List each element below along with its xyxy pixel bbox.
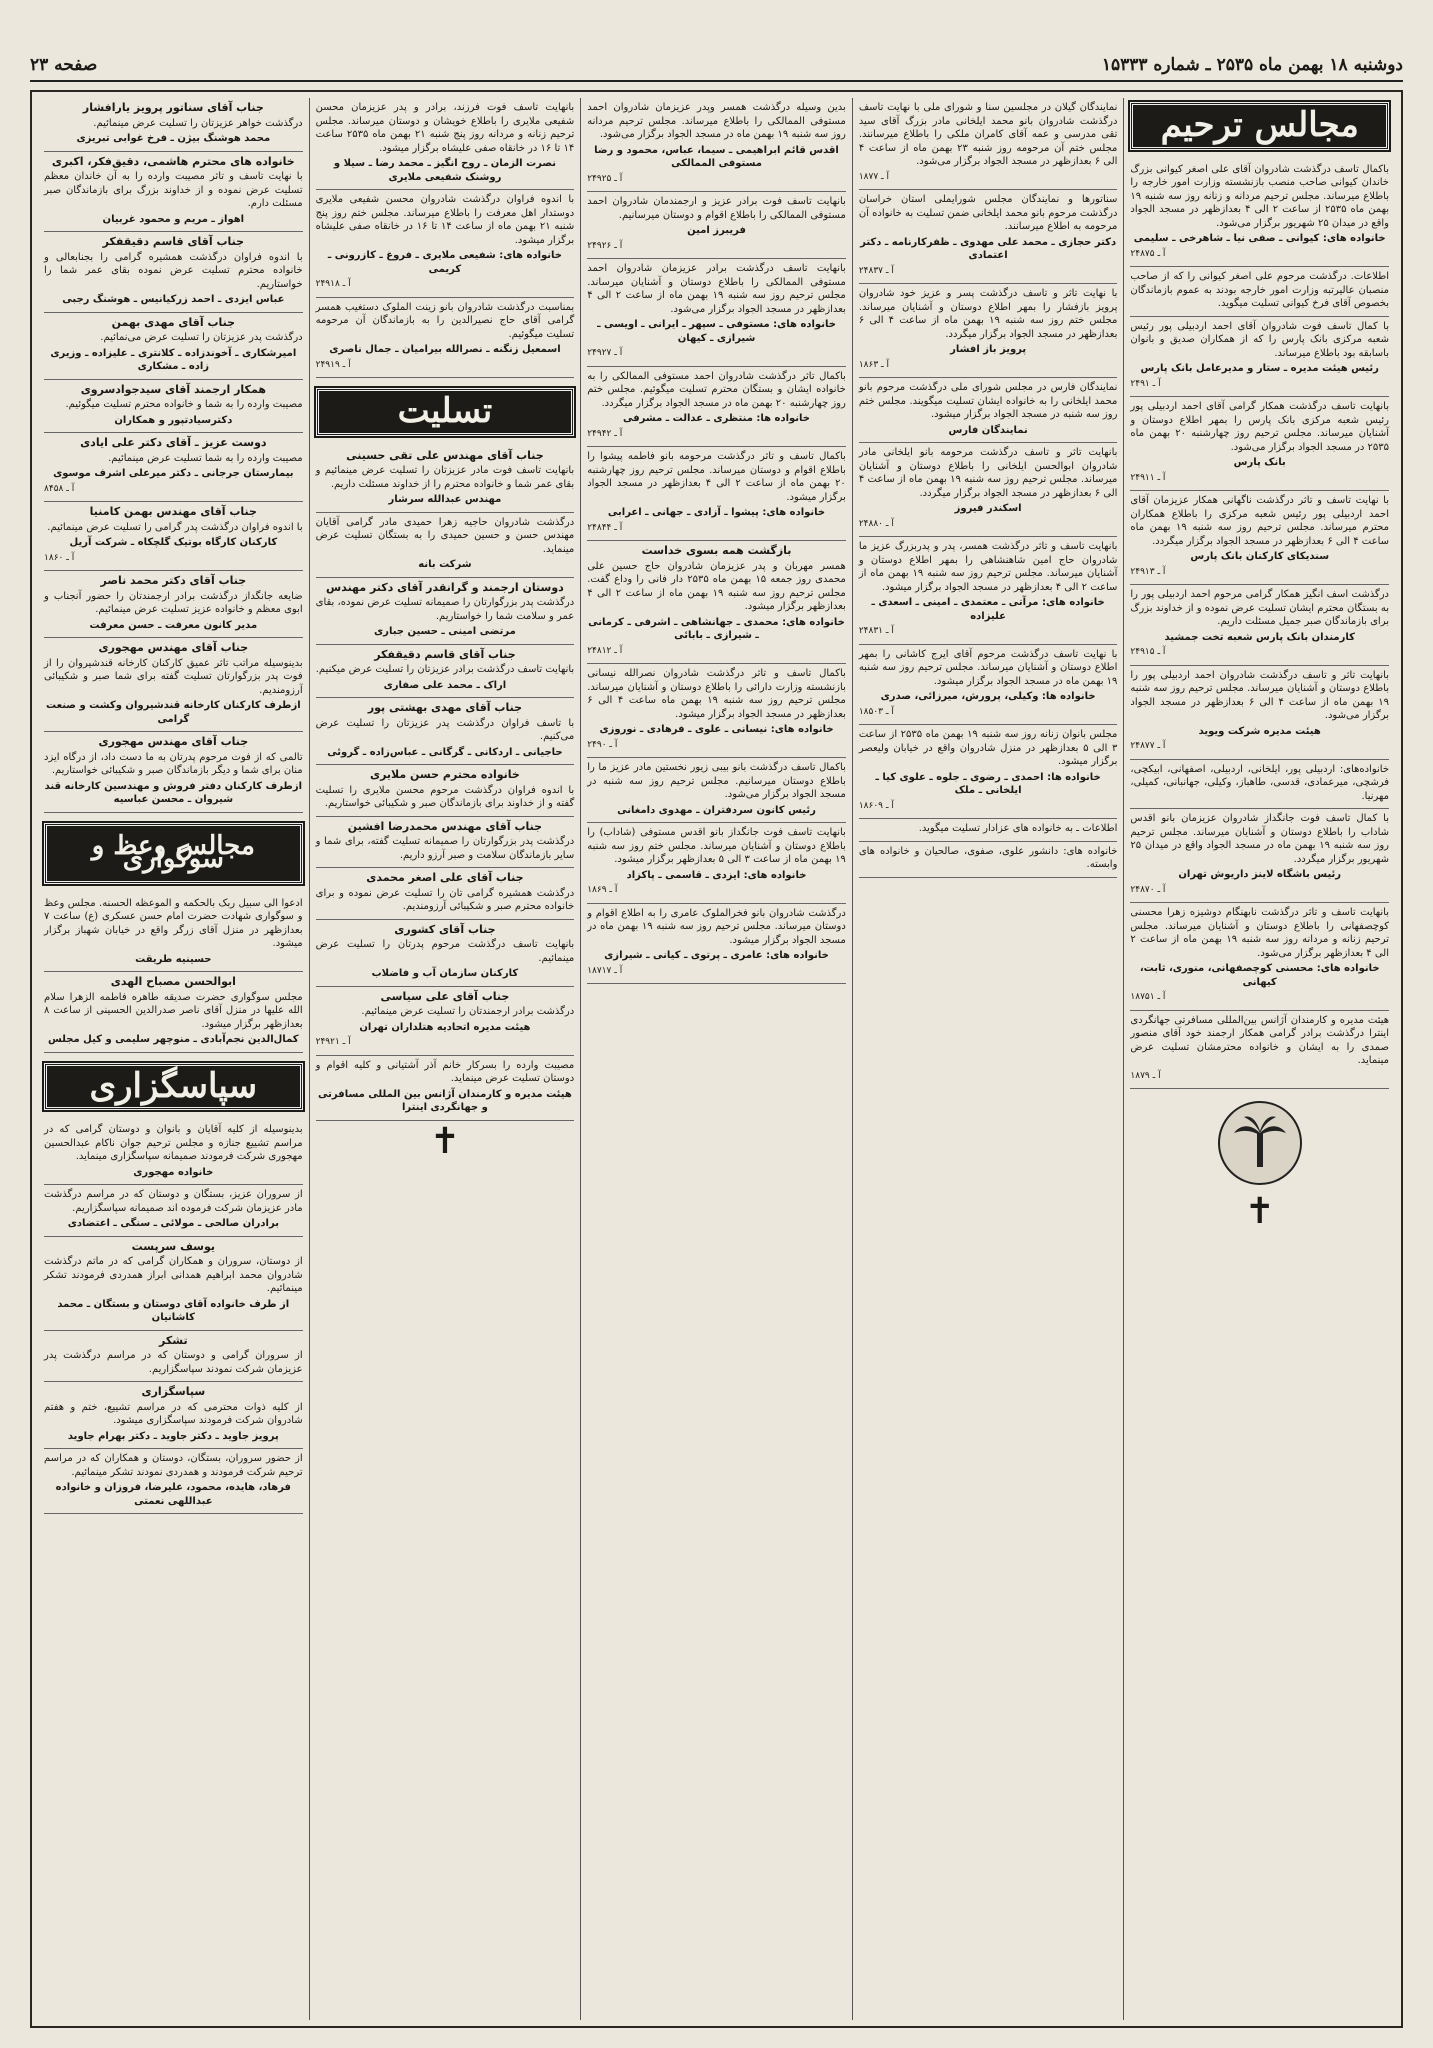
notice-body: با اندوه فراوان درگذشت مرحوم محسن ملایری را تسلیت گفته و از خداوند برای بازماندگان صبر و شکیبائی خواستاریم. [315,784,575,809]
notice-signature: برادران صالحی ـ مولائی ـ سنگی ـ اعتضادی [67,1218,279,1229]
notice-code: آ ـ ۱۸۶۹ [587,885,618,895]
notice-body: اطلاعات. درگذشت مرحوم علی اصغر کیوانی را که از صاحب منصبان عالیرتبه وزارت امور خارجه بودند به عموم بازماندگان بخصوص آقای فرخ کیوانی تسلیت میگوید. [1130,271,1389,309]
notice-heading: جناب آقای مهندس محمدرضا افشین [347,819,543,833]
notice [859,378,1118,443]
notice-signature: خانواده های: عامری ـ پرتوی ـ کیانی ـ شیرازی [604,950,829,961]
notice-body: درگذشت برادر ارجمندتان را تسلیت عرض مینمائیم. [361,1006,575,1017]
notice-signature: کارکنان سازمان آب و فاضلاب [371,968,519,979]
notice-body: مجلس سوگواری حضرت صدیقه طاهره فاطمه الزهرا سلام الله علیها در منزل آقای ناصر صدرالدین الحسینی از ساعت ۸ بعدازظهر برگزار میشود. [44,991,303,1030]
notice [859,645,1118,726]
notice-body: از سروران گرامی و دوستان که در مراسم درگذشت پدر عزیزمان شرکت نمودند سپاسگزاریم. [44,1350,303,1375]
notice-body: با کمال تاسف فوت شادروان آقای احمد اردبیلی پور رئیس شعبه مرکزی بانک پارس را که از همکاران صدیق و بانوان باسابقه بود باطلاع میرساند. [1130,320,1389,359]
notice-signature: فریبرز امین [687,225,746,236]
notice-signature: ازطرف کارکنان دفتر فروش و مهندسین کارخانه قند شیروان ـ محسن عباسیه [44,780,303,805]
notice-signature: خانواده های: نیسانی ـ علوی ـ فرهادی ـ نوروزی [599,724,834,735]
notice-signature: بانک پارس [1233,457,1286,468]
notice [1130,397,1389,491]
notice-body: بانهایت تاسف درگذشت برادر عزیزتان را تسلیت عرض میکنیم. [315,664,575,675]
column-5-notices-a [44,98,303,813]
notice-signature: فرهاد، هایده، محمود، علیرضا، فروزان و خانواده عبداللهی نعمتی [55,1482,291,1507]
notice [859,443,1118,537]
notice [44,313,303,380]
notice-code: آ ـ ۱۸۷۷ [858,171,890,182]
notice-code: آ ـ ۲۴۹۱۳ [1130,566,1166,577]
notice-signature: دکتر حجازی ـ محمد علی مهدوی ـ ظفرکارنامه ـ دکتر اعتمادی [860,236,1117,261]
notice-heading: تشکر [159,1333,188,1347]
notice [587,758,846,823]
notice-heading: جناب آقای مهندس بهمن کامنیا [89,505,257,518]
notice [1130,1011,1389,1090]
notice [44,972,303,1053]
notice-heading: جناب آقای قاسم دقیقفکر [102,235,245,248]
column-5-notices-c [44,1120,303,1514]
notice [587,367,846,448]
notice-body: بانهایت تاسف درگذشت برادر عزیزمان شادروان احمد مستوفی الممالکی را باطلاع دوستان و آشنایان میرساند. مجلس ترحیم روز سه شنبه ۱۹ بهمن ماه از ساعت ۲ الی ۴ بعدازظهر در مسجد الجواد برگزار می‌شود. [587,263,846,315]
notice-heading: جناب آقای علی اصغر محمدی [366,871,524,884]
notice [587,98,846,192]
notice-signature: خانواده های: شفیعی ملایری ـ فروغ ـ کازرونی ـ کریمی [327,250,563,275]
notice-code: آ ـ ۲۴۹۱ [1130,378,1161,389]
notice-signature: مهندس عبدالله سرشار [388,494,502,505]
notice-body: با نهایت تاسف و تاثر درگذشت ناگهانی همکار عزیزمان آقای احمد اردبیلی پور رئیس شعبه مرکزی را باطلاع همکاران محترم میرساند. مجلس ترحیم روز سه شنبه ۱۹ بهمن ماه ساعت ۴ الی ۶ بعدازظهر در مسجد الجواد برگزار میگردد. [1130,495,1389,547]
notice-body: با تاسف فراوان درگذشت پدر عزیزتان را تسلیت عرض می‌کنیم. [315,717,575,742]
notice-signature: محمد هوشنگ بیژن ـ فرخ غوابی تبریزی [76,133,271,144]
notice-heading: جناب آقای قاسم دقیقفکر [374,647,516,661]
banner-sermon-gatherings: مجالس وعظ و سوگواری [44,823,303,884]
notice-code: آ ـ ۱۸۷۱۷ [587,965,623,976]
notice [44,1331,303,1383]
notice-body: بانهایت تاسف درگذشت همکار گرامی آقای احمد اردبیلی پور رئیس شعبه مرکزی بانک پارس را بمهر اطلاع دوستان و آشنایان میرساند. مجلس ترحیم روز چهارشنبه ۲۰ بهمن ماه ۲۵۳۵ در مسجد الجواد برگزار می‌شود. [1130,401,1389,453]
column-5 [38,98,309,2020]
notice-signature: دکترسیادتپور و همکاران [114,414,233,426]
notice [44,98,303,152]
notice-body: درگذشت پدر بزرگوارتان را صمیمانه تسلیت عرض نموده، بقای عمر و سلامت شما را خواستاریم. [315,597,575,622]
notice-body: درگذشت پدر بزرگوارتان را صمیمانه تسلیت گفته، برای شما و سایر بازماندگان سلامت و صبر آرزو داریم. [315,836,575,861]
column-1 [1123,98,1395,2020]
notice [316,578,575,645]
notice-signature: خانواده ها: منتظری ـ عدالت ـ مشرفی [623,413,810,424]
notice-code: آ ـ ۲۴۹۱۸ [315,279,351,289]
column-2-notices [859,98,1118,878]
notice-heading: خانواده های محترم هاشمی، دقیق‌فکر، اکبری [51,154,295,168]
notice-signature: خانواده ها: وکیلی، پرورش، میرزائی، صدری [880,691,1096,702]
notice [859,98,1118,190]
notice-body: بانهایت تاثر و تاسف درگذشت شادروان احمد اردبیلی پور را باطلاع دوستان و آشنایان میرساند. مجلس ترحیم روز سه شنبه ۱۹ بهمن ماه از ساعت ۴ الی ۶ بعدازظهر در مسجد الجواد برگزار می‌شود. [1130,669,1389,721]
notice-signature: اهواز ـ مریم و محمود غربیان [102,213,245,225]
notice [859,819,1118,842]
bank-pars-logo [1218,1101,1302,1185]
notice-signature: از طرف خانواده آقای دوستان و بستگان ـ محمد کاشانیان [57,1298,290,1323]
notice-body: بانهایت تاسف و تاثر درگذشت همسر، پدر و پدربزرگ عزیز ما شادروان حاج امین شاهنشاهی را بمهر اطلاع دوستان و آشنایان میرساند. مجلس ترحیم روز سه شنبه ۱۹ بهمن ماه از ساعت ۲ الی ۴ بعدازظهر در مسجد الجواد برگزار میشود. [858,541,1118,593]
notice-body: هیئت مدیره و کارمندان آژانس بین‌المللی مسافرتی جهانگردی اینترا درگذشت برادر گرامی همکار ارجمند خود آقای منصور صمدی را به ایشان و خانواده محترمشان تسلیت عرض مینماید. [1130,1014,1389,1066]
notice [44,1382,303,1449]
notice-body: از حضور سروران، بستگان، دوستان و همکاران که در مراسم ترحیم شرکت فرمودند و همدردی نمودند تشکر مینمائیم. [44,1453,303,1478]
notice-code: آ ـ ۲۴۸۱۲ [587,645,623,656]
notice [316,920,575,987]
notice-body: تالمی که از فوت مرحوم پدرتان به ما دست داد، از درگاه ایزد منان برای شما و دیگر بازماندگان صبر و شکیبائی خواستاریم. [44,751,303,776]
notice-code: آ ـ ۲۴۹۲۵ [587,173,623,184]
notice-heading: خانواده محترم حسن ملایری [369,768,520,781]
notice-code: آ ـ ۲۴۸۳۷ [858,265,894,276]
notice [316,817,575,869]
notice-code: آ ـ ۲۴۸۷۷ [1130,741,1166,751]
notice-body: درگذشت پدر عزیزتان را تسلیت عرض می‌نمائیم. [100,332,303,343]
cross-icon: ✝ [1244,1191,1275,1232]
notice [587,664,846,758]
notice [44,732,303,813]
notice-code: آ ـ ۲۴۸۷۵ [1130,248,1166,259]
notice-body: درگذشت خواهر عزیزتان را تسلیت عرض مینمائیم. [93,117,303,129]
notice-body: با اندوه فراوان درگذشت پدر گرامی را تسلیت عرض مینمائیم. [47,521,303,533]
notice-body: درگذشت همشیره گرامی تان را تسلیت عرض نموده و برای خانواده محترم صبر و شکیبائی آرزومندیم. [315,887,575,912]
page-number: صفحه ۲۳ [30,55,98,75]
notice-heading: دوست عزیز ـ آقای دکتر علی ایادی [80,436,267,449]
column-2 [852,98,1124,2020]
notice [587,259,846,367]
notice-heading: بازگشت همه بسوی خداست [641,544,792,557]
notice-signature: اسکندر فیروز [954,503,1022,514]
notice-body: با نهایت تاسف و تاثر مصیبت وارده را به آن خاندان معظم تسلیت عرض نموده و از خداوند بزرگ برای بازماندگان صبر مسئلت دارم. [44,171,303,209]
column-4 [309,98,581,2020]
notice-body: باکمال تاسف درگذشت شادروان آقای علی اصغر کیوانی بزرگ خاندان کیوانی صاحب منصب بازنشسته وزارت امور خارجه را باطلاع میرساند. مجلس ترحیم مردانه و زنانه روز سه شنبه ۱۹ بهمن ماه ۲۵۳۵ از ساعت ۲ الی ۴ بعدازظهر در مسجد الجواد واقع در میدان ۲۵ شهریور برگزار می‌شود. [1130,163,1389,229]
notice [316,190,575,298]
notice-code: آ ـ ۲۴۹۲۶ [587,240,623,251]
notice-signature: حاجیانی ـ اردکانی ـ گرگانی ـ عباس‌زاده ـ گروئی [327,746,563,758]
notice-signature: خانواده ها: احمدی ـ رضوی ـ جلوه ـ علوی کیا ـ ایلخانی ـ ملک [875,771,1101,796]
notice-signature: خانواده های: پیشوا ـ آزادی ـ جهانی ـ اعرابی [607,507,826,518]
notice [1130,760,1389,810]
notice-body: از سروران عزیز، بستگان و دوستان که در مراسم درگذشت مادر عزیزمان شرکت فرموده اند صمیمانه سپاسگزاریم. [44,1189,303,1214]
notice-body: باکمال تاسف درگذشت بانو بیبی زیور نخستین مادر عزیز ما را باطلاع دوستان میرسانیم. مجلس ترحیم روز سه شنبه در مسجد الجواد برگزار می‌شود. [587,762,846,800]
notice-signature: اراک ـ محمد علی صفاری [383,679,507,691]
notice-code: آ ـ ۲۴۸۴۴ [587,522,623,533]
column-3 [580,98,852,2020]
notice-heading: جناب آقای کشوری [394,922,496,936]
notice [316,298,575,379]
notice [1130,903,1389,1011]
notice [316,868,575,920]
notice-signature: کارمندان بانک پارس شعبه تخت جمشید [1164,631,1355,643]
notice [44,571,303,638]
notice [316,1056,575,1121]
notice-body: بانهایت تاسف فوت برادر عزیز و ارجمندمان شادروان احمد مستوفی الممالکی را باطلاع اقوام و دوستان میرسانیم. [587,196,846,221]
notice [587,823,846,904]
column-4-notices-b [316,446,575,1121]
notice-heading: جناب آقای مهندس مهجوری [98,641,249,654]
notice-signature: سندیکای کارکنان بانک پارس [1190,551,1330,562]
notice-signature: بیمارستان جرجانی ـ دکتر میرعلی اشرف موسوی [53,468,294,479]
issue-date: دوشنبه ۱۸ بهمن ماه ۲۵۳۵ ـ شماره ۱۵۳۳۳ [1101,55,1403,75]
notice-code: آ ـ ۲۴۹۱۹ [315,359,351,370]
notice-body: خانواده‌های: اردبیلی پور، ایلخانی، اردبیلی، اصفهانی، ابیکچی، فرشچی، میرعمادی، قدسی، طاهباز، وکیلی، جهانبانی، کمیلی، مهرنیا. [1130,763,1389,802]
notice-signature: هیئت مدیره اتحادیه هتلداران تهران [359,1021,531,1033]
notice-heading: سپاسگزاری [141,1385,206,1398]
column-5-notices-b [44,894,303,1053]
notice [316,765,575,817]
notice-body: مصیبت وارده را به شما و خانواده محترم تسلیت میگوئیم. [65,399,303,410]
notice-body: خانواده های: دانشور علوی، صفوی، صالحیان و خانواده های وابسته. [858,845,1118,870]
notice-signature: شرکت بانه [418,559,472,570]
notice [44,152,303,233]
notice-signature: پرویز جاوید ـ دکتر جاوید ـ دکتر بهرام جاوید [67,1430,279,1442]
notice-code: آ ـ ۲۴۹۰ [587,739,618,750]
notice-heading: جناب آقای سناتور پرویز یارافشار [82,101,264,114]
notice [316,513,575,578]
notice-signature: نصرت الزمان ـ روح انگیز ـ محمد رضا ـ سیلا و روشنک شفیعی ملایری [333,158,556,183]
notice-body: نمایندگان فارس در مجلس شورای ملی درگذشت مرحوم بانو محمد ایلخانی را به خانواده ایشان تسلیت میگویند. مجلس ختم روز سه شنبه در مسجد الجواد برگزار میشود. [858,382,1118,420]
notice [587,447,846,541]
banner-thanks: سپاسگزاری [44,1063,303,1111]
notice [44,380,303,434]
notice-body: با کمال تاسف فوت جانگداز شادروان عزیزمان بانو اقدس شاداب را باطلاع دوستان و آشنایان میرساند. مجلس ترحیم روز سه شنبه ۱۹ بهمن ماه در مسجد الجواد واقع در میدان ۲۵ شهریور برگزار میگردد. [1130,813,1389,865]
notice-body: بانهایت تاسف درگذشت مرحوم پدرتان را تسلیت عرض مینمائیم. [315,939,575,964]
notice-signature: مرتضی امینی ـ حسین جباری [374,626,516,637]
column-1-notices [1130,160,1389,1090]
notice-signature: نمایندگان فارس [948,424,1028,436]
notice-signature: اسمعیل زنگنه ـ نصرالله بیرامیان ـ جمال ناصری [329,344,561,355]
notice [44,638,303,732]
notice-signature: خانواده های: محسنی کوچصفهانی، منوری، ثابت، کیهانی [1139,963,1380,988]
notice [1130,666,1389,760]
notice-body: بانهایت تاسف فوت فرزند، برادر و پدر عزیزمان محسن شفیعی ملایری را باطلاع خویشان و دوستان میرساند. مجلس ترحیم زنانه و مردانه روز پنج شنبه ۲۱ بهمن ماه ۲۵۳۵ ساعت ۱۴ تا ۱۶ در خانقاه صفی علیشاه برگزار میشود. [315,102,575,154]
notice-body: با نهایت تاسف درگذشت مرحوم آقای ایرج کاشانی را بمهر اطلاع دوستان و آشنایان میرساند. مجلس ترحیم روز سه شنبه ۱۹ بهمن ماه در مسجد الجواد برگزار میشود. [858,648,1118,687]
notice [859,190,1118,284]
notice-signature: امیرشکاری ـ آخوندزاده ـ کلانتری ـ علیزاده ـ وزیری زاده ـ مشکاری [50,347,297,372]
notice-heading: جناب آقای دکتر محمد ناصر [100,574,247,587]
notice-body: از کلیه ذوات محترمی که در مراسم تشییع، ختم و هفتم شادروان شرکت فرمودند سپاسگزاری میشود. [44,1401,303,1426]
notice-heading: دوستان ارجمند و گرانقدر آقای دکتر مهندس [326,580,564,594]
notice-body: باکمال تاثر درگذشت شادروان احمد مستوفی الممالکی را به خانواده ایشان و بستگان محترم تسلیت میگوئیم. مجلس ختم روز چهارشنبه ۲۰ بهمن ماه در مسجد الجواد برگزار میگردد. [587,370,846,409]
notice [1130,491,1389,585]
notice-body: بدینوسیله مراتب تاثر عمیق کارکنان کارخانه قندشیروان را از فوت پدر بزرگوارتان تسلیت گفته برای شما صبر و شکیبائی آرزومندیم. [44,657,303,696]
notice-body: با اندوه فراوان درگذشت شادروان محسن شفیعی ملایری دوستدار اهل معرفت را باطلاع میرساند. مجلس ختم روز پنج شنبه ۲۱ بهمن ماه از ساعت ۱۴ تا ۱۶ در خانقاه صفی علیشاه برگزار میشود. [315,194,575,246]
notice-code: آ ـ ۱۸۶۰ [44,552,75,563]
notice [587,541,846,664]
notice-body: بدین وسیله درگذشت همسر وپدر عزیزمان شادروان احمد مستوفی الممالکی را باطلاع میرساند. مجلس ترحیم مردانه روز سه شنبه ۱۹ بهمن ماه در مسجد الجواد برگزار می‌شود. [587,102,846,140]
notice [44,1449,303,1514]
notice-signature: ازطرف کارکنان کارخانه قندشیروان وکشت و صنعت گرامی [45,700,301,725]
column-grid [38,98,1395,2020]
notice-code: آ ـ ۱۸۷۵۱ [1130,992,1166,1002]
notice-heading: جناب آقای علی سیاسی [380,989,510,1003]
cross-icon: ✝ [429,1120,460,1162]
notice-code: آ ـ ۸۴۵۸ [44,483,75,494]
notice [316,987,575,1056]
notice-heading: ابوالحسن مصباح الهدی [110,975,236,988]
notice-heading: جناب آقای مهندس علی تقی حسینی [346,448,544,462]
notice [44,502,303,571]
notice-body: بانهایت تاثر و تاسف درگذشت مرحومه بانو ایلخانی مادر شادروان ابوالحسن ایلخانی را باطلاع دوستان و آشنایان میرساند. مجلس ترحیم روز سه شنبه ۱۹ بهمن ماه از ساعت ۴ الی ۶ بعدازظهر در مسجد الجواد برگزار میگردد. [858,447,1118,499]
notice-signature: هیئت مدیره شرکت ویوید [1198,725,1321,737]
notice-signature: رئیس کانون سردفتران ـ مهدوی دامغانی [617,804,816,816]
page-header [30,50,1403,82]
notice-signature: کمال‌الدین نجم‌آبادی ـ منوچهر سلیمی و کیل مجلس [48,1034,299,1045]
notice-body: بانهایت تاسف فوت جانگداز بانو اقدس مستوفی (شاداب) را باطلاع دوستان و آشنایان میرساند. مجلس ختم روز سه شنبه ۱۹ بهمن ماه از ساعت ۳ الی ۵ بعدازظهر برگزار میشود. [587,827,846,865]
notice [44,894,303,973]
notice-signature: رئیس هیئت مدیره ـ ستار و مدیرعامل بانک پارس [1140,363,1379,374]
notice-code: آ ـ ۲۴۹۴۲ [587,428,623,439]
notice [316,98,575,190]
notice-signature: خانواده مهجوری [133,1166,214,1178]
notice-code: آ ـ ۲۴۹۱۱ [1130,472,1166,483]
column-3-notices [587,98,846,984]
notice-signature: مدیر کانون معرفت ـ حسن معرفت [89,619,258,631]
notice-code: آ ـ ۱۸۶۳ [858,359,890,370]
notice-body: مصیبت وارده را به شما تسلیت عرض مینمائیم. [108,452,303,464]
notice-body: درگذشت اسف انگیز همکار گرامی مرحوم احمد اردبیلی پور را به بستگان محترم ایشان تسلیت عرض نموده و از خداوند بزرگ برای بازماندگان صبر جمیل مسئلت داریم. [1130,589,1389,627]
notice [1130,160,1389,268]
notice-signature: رئیس باشگاه لاینز داریوش تهران [1178,869,1342,880]
notice-body: با نهایت تاثر و تاسف درگذشت پسر و عزیز خود شادروان پرویز بازفشار را بمهر اطلاع دوستان و آشنایان میرساند. مجلس ختم روز سه شنبه ۱۹ بهمن ماه از ساعت ۴ الی ۶ بعدازظهر در مسجد الجواد برگزار میگردد. [858,288,1118,340]
notice [1130,317,1389,398]
notice [587,192,846,259]
notice-body: اطلاعات ـ به خانواده های عزادار تسلیت میگوید. [918,823,1118,834]
banner-condolence-gatherings: مجالس ترحیم [1130,102,1389,150]
notice-signature: پرویز باز افشار [950,344,1027,355]
notice-body: مجلس بانوان زنانه روز سه شنبه ۱۹ بهمن ماه ۲۵۳۵ از ساعت ۳ الی ۵ بعدازظهر در منزل شادروان واقع در خیابان ولیعصر برگزار میشود. [858,729,1118,767]
notice-body: با اندوه فراوان درگذشت همشیره گرامی را بجنابعالی و خانواده محترم تسلیت عرض نموده بقای عمر شما را خواستاریم. [44,251,303,290]
notice-code: آ ـ ۱۸۵۰۳ [858,706,894,717]
notice-body: مصیبت وارده را بسرکار خانم آذر آشتیانی و کلیه اقوام و دوستان تسلیت عرض مینماید. [315,1059,575,1084]
notice-body: بدینوسیله از کلیه آقایان و بانوان و دوستان گرامی که در مراسم تشییع جنازه و مجلس ترحیم جوان ناکام عبدالحسین مهجوری شرکت فرمودند صمیمانه سپاسگزاری مینماید. [44,1124,303,1162]
notice-code: آ ـ ۲۴۹۲۷ [587,348,623,358]
notice [859,284,1118,378]
notice-signature: خانواده های: مرآتی ـ معتمدی ـ امینی ـ اسعدی ـ علیزاده [871,597,1105,622]
notice-signature: خانواده های: مستوفی ـ سپهر ـ ایرانی ـ اویسی ـ شیرازی ـ کیهان [597,319,836,344]
notice [587,904,846,985]
notice [44,433,303,502]
notice-body: درگذشت شادروان حاجیه زهرا حمیدی مادر گرامی آقایان مهندس حسن و حسین حمیدی را به بستگان تسلیت عرض مینماید. [315,516,575,555]
banner-condolence: تسلیت [316,388,575,436]
notice-heading: جناب آقای مهندس مهجوری [98,735,249,748]
notice [44,1120,303,1185]
notice-heading: یوسف سرپست [131,1239,216,1253]
notice-body: بانهایت تاسف و تاثر درگذشت نابهنگام دوشیزه زهرا محسنی کوچصفهانی را باطلاع دوستان و آشنایان میرساند. مجلس ترحیم زنانه و مردانه روز سه شنبه ۱۹ بهمن ماه از ساعت ۲ الی ۴ بعدازظهر برگزار می‌شود. [1130,907,1389,959]
notice [1130,585,1389,666]
notice-signature: هیئت مدیره و کارمندان آژانس بین المللی مسافرتی و جهانگردی اینترا [318,1088,572,1113]
notice [316,645,575,699]
notice-body: درگذشت شادروان بانو فخرالملوک عامری را به اطلاع اقوام و دوستان میرساند. مجلس ترحیم روز سه شنبه ۱۹ بهمن ماه در مسجد الجواد برگزار میشود. [587,907,846,946]
notice [316,698,575,765]
notice [1130,809,1389,903]
notice-code: آ ـ ۲۴۸۸۰ [858,518,894,529]
notice-body: سناتورها و نمایندگان مجلس شورایملی استان خراسان درگذشت مرحوم بانو محمد ایلخانی ضمن تسلیت به خانواده آن مرحومه به اطلاع میرسانند. [858,194,1118,232]
notice-body: بمناسبت درگذشت شادروان بانو زینت الملوک دستغیب همسر گرامی آقای حاج نصیرالدین را به بازماندگان آن مرحومه تسلیت میگوئیم. [315,301,575,340]
notice [1130,267,1389,317]
notice-code: آ ـ ۱۸۶۰۹ [858,800,894,811]
notice-signature: خانواده های: ایزدی ـ قاسمی ـ پاکزاد [626,869,807,881]
notice-signature: عباس ایزدی ـ احمد زرکیانیس ـ هوشنگ رجبی [62,294,285,305]
notice-signature: کارکنان کارگاه بوتیک گلچکاه ـ شرکت آریل [69,537,278,548]
classifieds-frame [30,90,1403,2028]
notice-code: آ ـ ۲۴۸۷۰ [1130,884,1166,895]
notice-signature: خانواده های: کیوانی ـ صفی نیا ـ شاهرخی ـ سلیمی [1133,233,1386,244]
column-4-notices-a [316,98,575,378]
notice [316,446,575,513]
notice-body: ادعوا الی سبیل ربک بالحکمه و الموعظه الحسنه. مجلس وعظ و سوگواری شهادت حضرت امام حسن عسکری (ع) ساعت ۷ بعدازظهر در منزل آقای زرگر واقع در خیابان شهباز برگزار میشود. [44,897,303,949]
notice-body: بانهایت تاسف فوت مادر عزیزتان را تسلیت عرض مینمائیم و بقای عمر شما و خانواده محترم را از خداوند مسئلت داریم. [315,465,575,490]
notice-heading: جناب آقای مهدی بهمن [111,315,236,329]
notice-body: باکمال تاسف و تاثر درگذشت مرحومه بانو فاطمه پیشوا را باطلاع اقوام و دوستان میرساند. مجلس ترحیم روز چهارشنبه ۲۰ بهمن ماه از ساعت ۲ الی ۴ بعدازظهر در مسجد الجواد برگزار میشود. [587,451,846,503]
notice-body: همسر مهربان و پدر عزیزمان شادروان حاج حسین علی محمدی روز جمعه ۱۵ بهمن ماه ۲۵۳۵ دار فانی را وداع گفت. مجلس ترحیم روز سه شنبه ۱۹ بهمن ماه از ساعت ۲ الی ۴ بعدازظهر برگزار میشود. [587,560,846,612]
notice [44,1185,303,1237]
notice-code: آ ـ ۲۴۹۱۵ [1130,647,1166,657]
notice [44,1237,303,1331]
notice-signature: حسینیه طریقت [135,953,212,965]
notice-body: باکمال تاسف و تاثر درگذشت شادروان نصرالله نیسانی بازنشسته وزارت دارائی را باطلاع دوستان و آشنایان میرساند. مجلس ترحیم روز سه شنبه ۱۹ بهمن ماه ساعت ۴ الی ۶ بعدازظهر در مسجد الجواد برگزار میشود. [587,668,846,720]
notice-heading: جناب آقای مهدی بهشتی پور [367,701,523,714]
notice [44,232,303,313]
notice-body: نمایندگان گیلان در مجلسین سنا و شورای ملی با نهایت تاسف درگذشت شادروان بانو محمد ایلخانی مادر بزرگ آقای سید تقی مدرسی و عمه آقای کامران ملکی را باطلاع میرسانند. مجلس ختم آن مرحومه روز شنبه ۲۳ بهمن ماه از ساعت ۴ الی ۶ بعدازظهر در مسجد الجواد برگزار می‌شود. [858,102,1118,167]
palm-tree-icon [1220,1103,1300,1183]
notice-signature: اقدس قائم ابراهیمی ـ سیما، عباس، محمود و رضا مستوفی الممالکی [594,144,839,169]
notice [859,537,1118,645]
notice-heading: همکار ارجمند آقای سیدجوادسروی [80,382,266,396]
notice-body: از دوستان، سروران و همکاران گرامی که در ماتم درگذشت شادروان محمد ابراهیم همدانی ابراز همدردی فرمودند تشکر مینمائیم. [44,1256,303,1294]
notice-body: ضایعه جانگداز درگذشت برادر ارجمندتان را حضور آنجناب و ابوی معظم و خانواده عزیز تسلیت عرض مینمائیم. [44,590,303,615]
notice-signature: خانواده های: محمدی ـ جهانشاهی ـ اشرفی ـ کرمانی ـ شیرازی ـ بابائی [588,616,845,641]
notice-code: آ ـ ۲۴۹۲۱ [315,1037,351,1047]
notice [859,725,1118,819]
notice [859,842,1118,878]
notice-code: آ ـ ۱۸۷۹ [1130,1070,1161,1081]
notice-code: آ ـ ۲۴۸۳۱ [858,626,894,636]
